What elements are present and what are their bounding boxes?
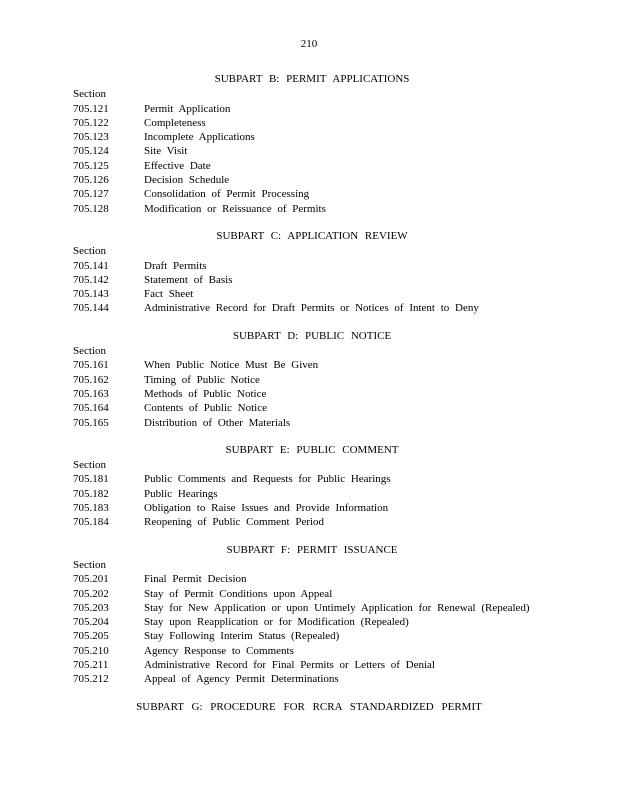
table-row <box>73 373 593 387</box>
section-number: 705.203 <box>73 601 109 614</box>
section-title: Contents of Public Notice <box>144 402 267 415</box>
section-label: Section <box>73 345 106 358</box>
table-row <box>73 472 593 486</box>
table-row <box>73 601 593 615</box>
subpart-c <box>73 229 593 316</box>
section-title: Timing of Public Notice <box>144 373 260 386</box>
section-title: Stay of Permit Conditions upon Appeal <box>144 587 333 600</box>
section-number: 705.125 <box>73 159 109 172</box>
section-title: When Public Notice Must Be Given <box>144 359 319 372</box>
section-title: Draft Permits <box>144 259 207 272</box>
subpart-f <box>73 543 593 687</box>
table-row <box>73 629 593 643</box>
table-row <box>73 672 593 686</box>
subpart-d <box>73 329 593 430</box>
section-number: 705.121 <box>73 102 109 115</box>
table-row <box>73 501 593 515</box>
table-row <box>73 301 593 315</box>
subpart-heading: SUBPART E: PUBLIC COMMENT <box>225 443 399 456</box>
section-number: 705.212 <box>73 673 109 686</box>
table-row <box>73 644 593 658</box>
section-title: Administrative Record for Draft Permits or Notices of Intent to Deny <box>144 302 479 315</box>
table-row <box>73 401 593 415</box>
table-row <box>73 287 593 301</box>
section-title: Statement of Basis <box>144 273 233 286</box>
section-title: Modification or Reissuance of Permits <box>144 202 326 215</box>
table-row <box>73 358 593 372</box>
subpart-e <box>73 443 593 530</box>
section-title: Methods of Public Notice <box>144 387 267 400</box>
section-number: 705.164 <box>73 402 109 415</box>
section-number: 705.202 <box>73 587 109 600</box>
section-title: Agency Response to Comments <box>144 644 294 657</box>
table-row <box>73 259 593 273</box>
section-title: Administrative Record for Final Permits or Letters of Denial <box>144 658 435 671</box>
section-label: Section <box>73 245 106 258</box>
section-number: 705.165 <box>73 416 109 429</box>
subpart-heading: SUBPART D: PUBLIC NOTICE <box>232 329 392 342</box>
section-title: Public Comments and Requests for Public Hearings <box>144 473 391 486</box>
section-title: Stay upon Reapplication or for Modification (Repealed) <box>144 616 409 629</box>
section-number: 705.210 <box>73 644 109 657</box>
section-number: 705.204 <box>73 616 109 629</box>
section-title: Consolidation of Permit Processing <box>144 188 310 201</box>
table-row <box>73 130 593 144</box>
section-title: Decision Schedule <box>144 174 230 187</box>
section-title: Stay Following Interim Status (Repealed) <box>144 630 340 643</box>
section-number: 705.141 <box>73 259 109 272</box>
section-number: 705.128 <box>73 202 109 215</box>
section-title: Permit Application <box>144 102 231 115</box>
table-row <box>73 416 593 430</box>
section-title: Effective Date <box>144 159 211 172</box>
section-number: 705.205 <box>73 630 109 643</box>
table-row <box>73 487 593 501</box>
table-row <box>73 587 593 601</box>
subpart-heading: SUBPART F: PERMIT ISSUANCE <box>226 543 398 556</box>
table-row <box>73 202 593 216</box>
section-label: Section <box>73 459 106 472</box>
page-number: 210 <box>300 38 318 50</box>
section-number: 705.126 <box>73 174 109 187</box>
section-number: 705.123 <box>73 131 109 144</box>
section-title: Public Hearings <box>144 487 218 500</box>
subpart-heading: SUBPART C: APPLICATION REVIEW <box>216 229 408 242</box>
subpart-g-heading: SUBPART G: PROCEDURE FOR RCRA STANDARDIZED PERMIT <box>136 701 482 713</box>
section-number: 705.183 <box>73 502 109 515</box>
section-title: Site Visit <box>144 145 188 158</box>
section-number: 705.201 <box>73 573 109 586</box>
table-row <box>73 102 593 116</box>
section-title: Incomplete Applications <box>144 131 255 144</box>
section-number: 705.184 <box>73 516 109 529</box>
subpart-heading: SUBPART B: PERMIT APPLICATIONS <box>214 73 410 85</box>
section-title: Appeal of Agency Permit Determinations <box>144 673 339 686</box>
section-title: Obligation to Raise Issues and Provide Information <box>144 502 389 515</box>
table-row <box>73 273 593 287</box>
section-title: Stay for New Application or upon Untimely Application for Renewal (Repealed) <box>144 601 530 614</box>
table-row <box>73 387 593 401</box>
section-number: 705.211 <box>73 658 109 671</box>
section-label: Section <box>73 558 106 571</box>
table-row <box>73 159 593 173</box>
section-label: Section <box>73 88 106 101</box>
table-row <box>73 615 593 629</box>
section-number: 705.127 <box>73 188 109 201</box>
section-title: Final Permit Decision <box>144 573 247 586</box>
table-row <box>73 658 593 672</box>
section-number: 705.143 <box>73 288 109 301</box>
table-row <box>73 515 593 529</box>
table-row <box>73 187 593 201</box>
section-title: Fact Sheet <box>144 288 194 301</box>
section-number: 705.181 <box>73 473 109 486</box>
table-row <box>73 116 593 130</box>
section-number: 705.124 <box>73 145 109 158</box>
section-title: Reopening of Public Comment Period <box>144 516 325 529</box>
section-number: 705.122 <box>73 116 109 129</box>
section-number: 705.142 <box>73 273 109 286</box>
table-row <box>73 572 593 586</box>
section-title: Distribution of Other Materials <box>144 416 291 429</box>
section-number: 705.161 <box>73 359 109 372</box>
section-title: Completeness <box>144 116 206 129</box>
section-number: 705.163 <box>73 387 109 400</box>
subpart-b <box>73 72 593 216</box>
table-row <box>73 144 593 158</box>
section-number: 705.144 <box>73 302 109 315</box>
section-number: 705.182 <box>73 487 109 500</box>
section-number: 705.162 <box>73 373 109 386</box>
table-of-contents <box>73 72 593 700</box>
table-row <box>73 173 593 187</box>
